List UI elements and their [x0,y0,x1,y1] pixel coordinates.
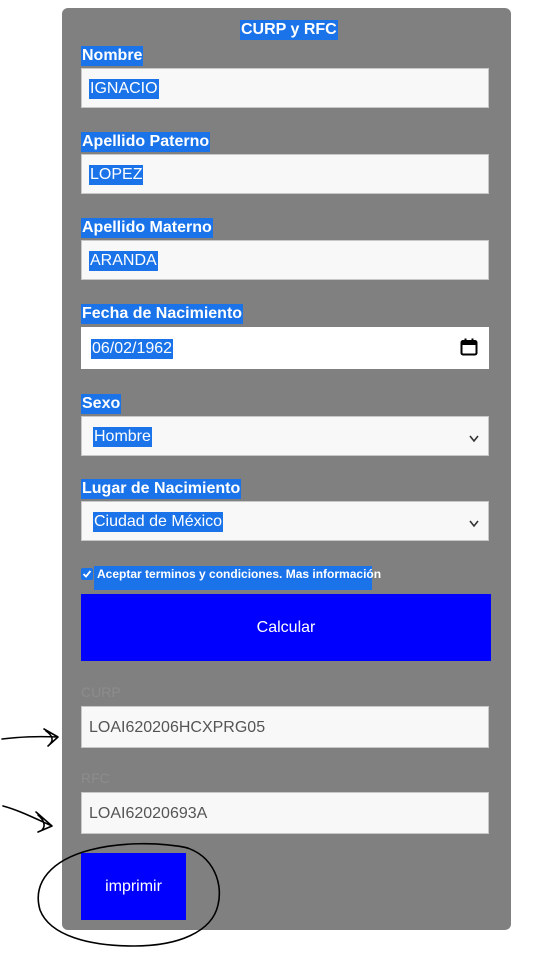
sexo-value: Hombre [94,428,151,445]
arrow-to-rfc [3,806,52,832]
terms-checkbox[interactable] [81,568,93,580]
apellido-materno-value: ARANDA [90,252,157,269]
calcular-button[interactable]: Calcular [81,594,491,661]
nombre-label: Nombre [82,47,143,64]
nombre-input[interactable] [81,68,489,108]
chevron-down-icon [468,516,480,526]
curp-value: LOAI620206HCXPRG05 [89,719,266,736]
nombre-value: IGNACIO [90,80,158,97]
curp-label: CURP [81,684,121,700]
terms-label[interactable]: Aceptar terminos y condiciones. Mas información [94,566,372,590]
lugar-nacimiento-label: Lugar de Nacimiento [82,480,241,497]
apellido-materno-input[interactable] [81,240,489,280]
lugar-nacimiento-select[interactable] [81,501,489,541]
form-title: CURP y RFC [241,21,337,38]
rfc-field[interactable] [81,792,489,834]
imprimir-button[interactable]: imprimir [81,853,186,920]
fecha-nacimiento-input[interactable] [81,327,489,369]
sexo-select[interactable] [81,416,489,456]
rfc-label: RFC [81,770,110,786]
sexo-label: Sexo [82,395,121,412]
curp-field[interactable] [81,706,489,748]
fecha-nacimiento-value: 06/02/1962 [92,340,173,357]
apellido-paterno-label: Apellido Paterno [82,133,210,150]
checkmark-icon [82,569,92,579]
apellido-paterno-value: LOPEZ [90,166,143,183]
calendar-icon[interactable] [460,338,478,356]
fecha-nacimiento-label: Fecha de Nacimiento [82,305,243,322]
apellido-paterno-input[interactable] [81,154,489,194]
rfc-value: LOAI62020693A [89,805,208,822]
lugar-nacimiento-value: Ciudad de México [94,513,223,530]
apellido-materno-label: Apellido Materno [82,219,212,236]
chevron-down-icon [468,431,480,441]
arrow-to-curp [2,729,58,746]
